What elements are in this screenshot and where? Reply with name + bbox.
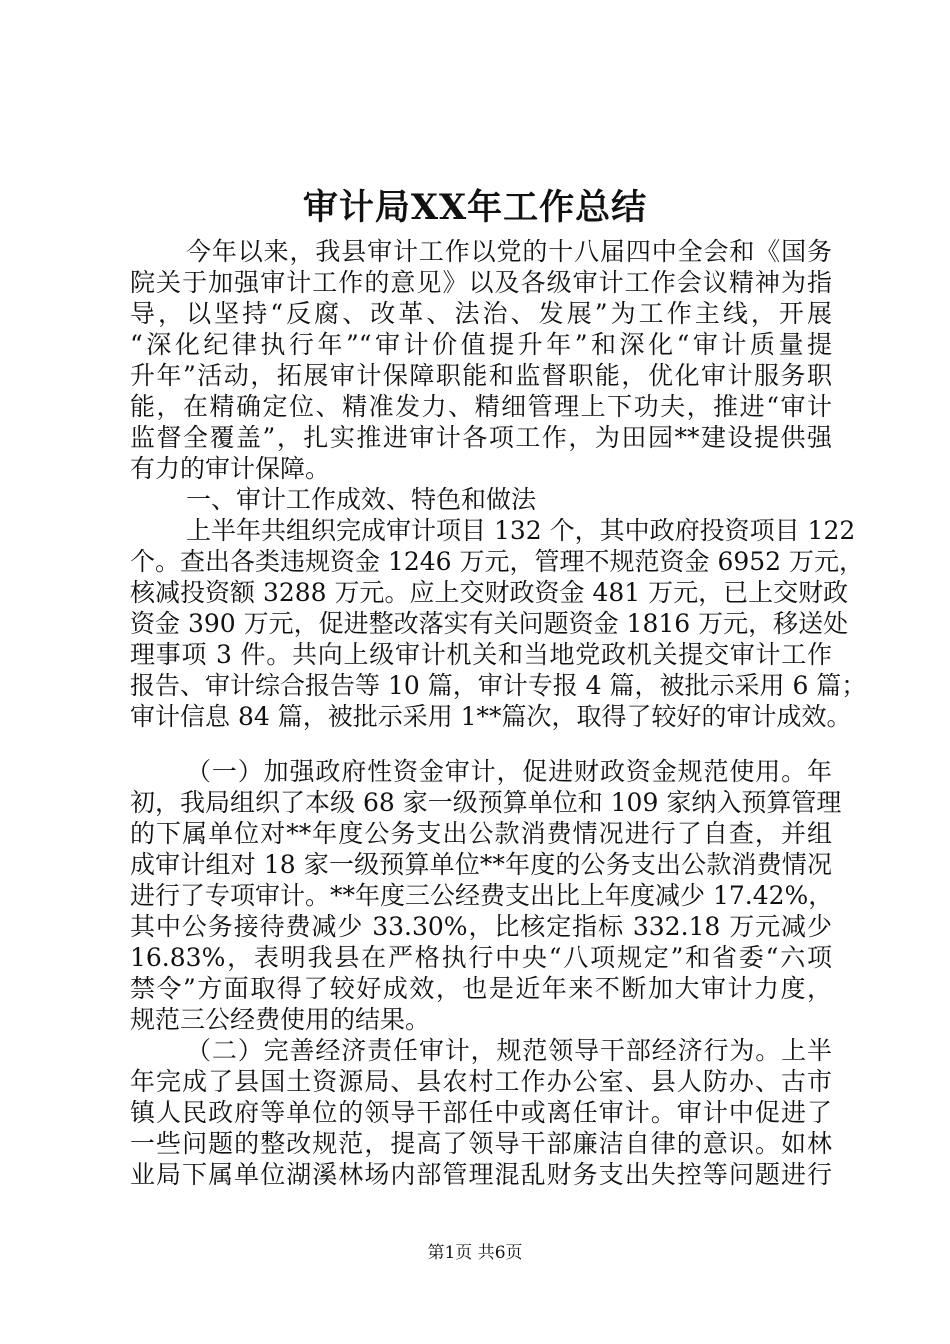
text-line: 进行了专项审计。**年度三公经费支出比上年度减少 17.42%， — [130, 881, 834, 910]
text-line: 16.83%，表明我县在严格执行中央“八项规定”和省委“六项 — [130, 943, 832, 972]
text-line: 升年”活动，拓展审计保障职能和监督职能，优化审计服务职 — [130, 361, 832, 390]
paragraph — [130, 756, 842, 1035]
text-line: 一些问题的整改规范，提高了领导干部廉洁自律的意识。如林 — [130, 1129, 832, 1158]
text-line: “深化纪律执行年”“审计价值提升年”和深化“审计质量提 — [130, 330, 832, 359]
body-section-1 — [130, 236, 867, 732]
paragraph — [130, 236, 832, 484]
text-line: 导，以坚持“反腐、改革、法治、发展”为工作主线，开展 — [130, 299, 832, 328]
document-title: 审计局XX年工作总结 — [302, 187, 648, 228]
text-line: 今年以来，我县审计工作以党的十八届四中全会和《国务 — [186, 237, 832, 266]
text-line: 审计信息 84 篇，被批示采用 1**篇次，取得了较好的审计成效。 — [130, 702, 852, 731]
paragraph — [130, 1035, 832, 1190]
text-line: 的下属单位对**年度公务支出公款消费情况进行了自查，并组 — [130, 819, 832, 848]
text-line: 有力的审计保障。 — [130, 454, 331, 483]
text-line: 成审计组对 18 家一级预算单位**年度的公务支出公款消费情况 — [130, 850, 832, 879]
text-line: 核减投资额 3288 万元。应上交财政资金 481 万元，已上交财政 — [130, 578, 849, 607]
text-line: 院关于加强审计工作的意见》以及各级审计工作会议精神为指 — [130, 268, 832, 297]
text-line: 禁令”方面取得了较好成效，也是近年来不断加大审计力度， — [130, 974, 832, 1003]
body-section-2 — [130, 756, 842, 1190]
text-line: 初，我局组织了本级 68 家一级预算单位和 109 家纳入预算管理 — [130, 788, 842, 817]
paragraph — [130, 484, 832, 515]
text-line: 一、审计工作成效、特色和做法 — [186, 485, 537, 514]
text-line: 个。查出各类违规资金 1246 万元，管理不规范资金 6952 万元， — [130, 547, 865, 576]
text-line: 理事项 3 件。共向上级审计机关和当地党政机关提交审计工作 — [130, 640, 832, 669]
text-line: 报告、审计综合报告等 10 篇，审计专报 4 篇，被批示采用 6 篇； — [130, 671, 867, 700]
text-line: 镇人民政府等单位的领导干部任中或离任审计。审计中促进了 — [130, 1098, 832, 1127]
text-line: 业局下属单位湖溪林场内部管理混乱财务支出失控等问题进行 — [130, 1160, 832, 1189]
text-line: 资金 390 万元，促进整改落实有关问题资金 1816 万元，移送处 — [130, 609, 849, 638]
text-line: 年完成了县国土资源局、县农村工作办公室、县人防办、古市 — [130, 1067, 832, 1096]
text-line: 其中公务接待费减少 33.30%，比核定指标 332.18 万元减少 — [130, 912, 832, 941]
paragraph — [130, 515, 867, 732]
text-line: 规范三公经费使用的结果。 — [130, 1005, 431, 1034]
text-line: 监督全覆盖”，扎实推进审计各项工作，为田园**建设提供强 — [130, 423, 832, 452]
text-line: （二）完善经济责任审计，规范领导干部经济行为。上半 — [186, 1036, 832, 1065]
text-line: 能，在精确定位、精准发力、精细管理上下功夫，推进“审计 — [130, 392, 832, 421]
page-footer: 第1页 共6页 — [427, 1243, 523, 1263]
text-line: （一）加强政府性资金审计，促进财政资金规范使用。年 — [186, 757, 832, 786]
text-line: 上半年共组织完成审计项目 132 个，其中政府投资项目 122 — [186, 516, 856, 545]
